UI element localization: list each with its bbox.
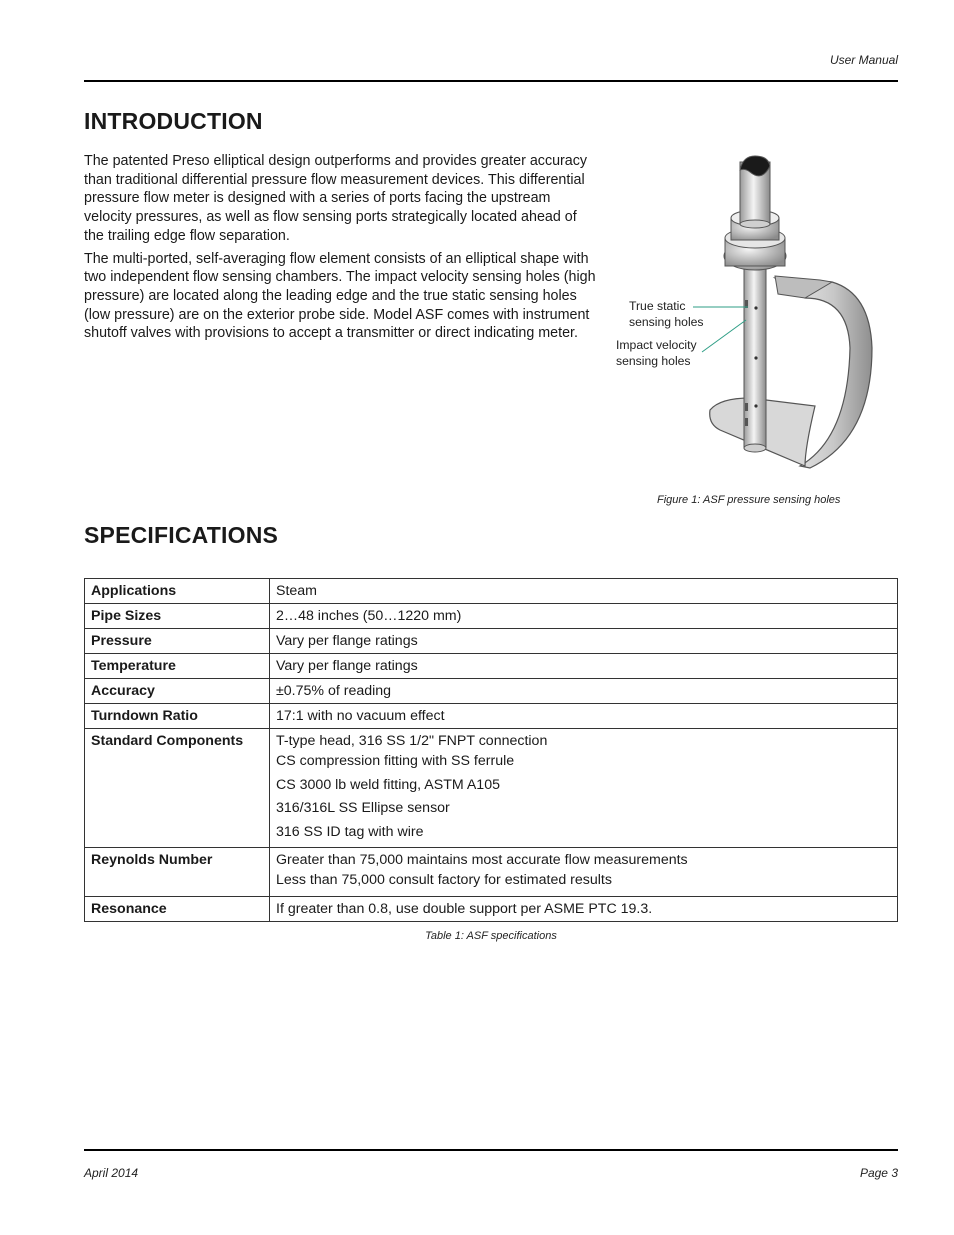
callout-line: sensing holes [616, 354, 691, 368]
spec-value-cell [270, 629, 898, 654]
callout-leader-impact [702, 320, 746, 352]
spec-label: Standard Components [85, 729, 270, 848]
spec-value-cell [270, 729, 898, 848]
spec-value: 316/316L SS Ellipse sensor [276, 800, 450, 816]
spec-value: T-type head, 316 SS 1/2" FNPT connection [276, 733, 548, 749]
spec-label: Accuracy [85, 679, 270, 704]
spec-value: Greater than 75,000 maintains most accurate flow measurements [276, 852, 688, 868]
spec-value: Vary per flange ratings [276, 658, 418, 674]
spec-value: Steam [276, 583, 318, 599]
header-rule [84, 80, 898, 82]
callout-impact-velocity [616, 337, 697, 369]
callout-line: True static [629, 299, 686, 313]
section-title-introduction: INTRODUCTION [84, 108, 263, 134]
spec-value-cell [270, 896, 898, 921]
spec-value: 2…48 inches (50…1220 mm) [276, 608, 462, 624]
table-row [85, 604, 898, 629]
footer-date: April 2014 [84, 1166, 139, 1180]
footer-rule [84, 1149, 898, 1151]
table-row [85, 579, 898, 604]
table-row [85, 896, 898, 921]
spec-label: Reynolds Number [85, 848, 270, 897]
spec-value: Vary per flange ratings [276, 633, 418, 649]
spec-label: Applications [85, 579, 270, 604]
spec-label: Pressure [85, 629, 270, 654]
footer-page-number: Page 3 [859, 1166, 898, 1180]
table-row [85, 679, 898, 704]
spec-value: CS compression fitting with SS ferrule [276, 753, 515, 769]
callout-line: sensing holes [629, 315, 704, 329]
spec-label: Resonance [85, 896, 270, 921]
table-caption: Table 1: ASF specifications [425, 930, 557, 942]
spec-value-cell [270, 579, 898, 604]
table-row [85, 848, 898, 897]
intro-paragraph: The multi-ported, self-averaging flow element consists of an elliptical shape with two independent flow sensing chambers. The impact velocity sensing holes (high pressure) are located along the leading edge and the true static sensing holes (low pressure) are on the exterior probe side. Model ASF comes with instrument shutoff valves with provisions to accept a transmitter or direct indicating meter. [84, 250, 596, 342]
table-row [85, 704, 898, 729]
header-label: User Manual [829, 53, 898, 67]
spec-value: 316 SS ID tag with wire [276, 823, 424, 840]
callout-true-static [629, 298, 704, 330]
spec-label: Pipe Sizes [85, 604, 270, 629]
spec-value: Less than 75,000 consult factory for estimated results [276, 872, 612, 888]
spec-value-cell [270, 679, 898, 704]
intro-body [84, 152, 599, 347]
spec-label: Turndown Ratio [85, 704, 270, 729]
spec-value: CS 3000 lb weld fitting, ASTM A105 [276, 776, 500, 793]
spec-label: Temperature [85, 654, 270, 679]
figure-asf-probe [600, 148, 900, 488]
table-row [85, 729, 898, 848]
spec-value-cell [270, 604, 898, 629]
specifications-table [84, 578, 898, 922]
spec-value-cell [270, 704, 898, 729]
figure-caption: Figure 1: ASF pressure sensing holes [657, 494, 841, 506]
intro-paragraph: The patented Preso elliptical design outperforms and provides greater accuracy than traditional differential pressure flow measurement devices. This differential pressure flow meter is designed with a series of ports facing the upstream velocity pressures, as well as flow sensing ports strategically located ahead of the trailing edge flow separation. [84, 153, 588, 244]
spec-value-cell [270, 654, 898, 679]
spec-value: ±0.75% of reading [276, 683, 392, 699]
spec-value-cell [270, 848, 898, 897]
spec-value: If greater than 0.8, use double support per ASME PTC 19.3. [276, 900, 653, 917]
table-row [85, 629, 898, 654]
spec-value: 17:1 with no vacuum effect [276, 708, 445, 724]
section-title-specifications: SPECIFICATIONS [84, 522, 279, 548]
callout-line: Impact velocity [616, 338, 697, 352]
table-row [85, 654, 898, 679]
